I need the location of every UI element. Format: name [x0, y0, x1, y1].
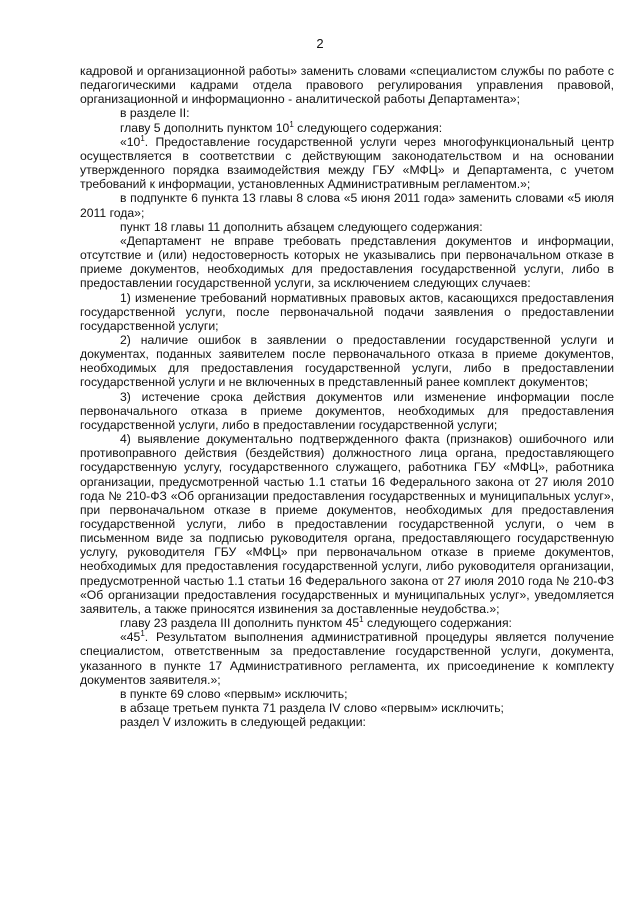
paragraph-staff-replacement: кадровой и организационной работы» заменить словами «специалистом службы по работе с педагогическими кадрами отдела правового регулирования управления правовой, организационной и информационно - аналитической работы Департамента»; — [80, 64, 614, 107]
paragraph-chapter-5: главу 5 дополнить пунктом $10^1$ следующего содержания: — [120, 119, 443, 135]
list-item-4: 4) выявление документально подтвержденного факта (признаков) ошибочного или противоправного действия (бездействия) должностного лица органа, предоставляющего государственную услугу, государственного служащего, работника ГБУ «МФЦ», работника организации, предусмотренной частью 1.1 статьи 16 Федерального закона от 27 июля 2010 года № 210-ФЗ «Об организации предоставления государственных и муниципальных услуг», при первоначальном отказе в приеме документов, необходимых для предоставления государственной услуги, либо в предоставлении государственной услуги, о чем в письменном виде за подписью руководителя органа, предоставляющего государственную услугу, руководителя ГБУ «МФЦ» при первоначальном отказе в приеме документов, необходимых для предоставления государственной услуги, либо руководителя организации, предусмотренной частью 1.1 статьи 16 Федерального закона от 27 июля 2010 года № 210-ФЗ «Об организации предоставления государственных и муниципальных услуг», уведомляется заявитель, а также приносятся извинения за доставленные неудобства.»; — [80, 432, 614, 616]
paragraph-item-10-1: «$10^1$. Предоставление государственной услуги через многофункциональный центр осуществляется в соответствии с действующим законодательством и на основании утвержденного порядка взаимодействия между ГБУ «МФЦ» и Департамента, с учетом требований к информации, установленных Административным регламентом.»; — [80, 133, 614, 192]
paragraph-section-5: раздел V изложить в следующей редакции: — [120, 715, 366, 730]
paragraph-chapter-23: главу 23 раздела III дополнить пунктом $45^1$ следующего содержания: — [120, 615, 512, 631]
paragraph-section-2: в разделе II: — [120, 106, 190, 121]
paragraph-department-requirement: «Департамент не вправе требовать представления документов и информации, отсутствие и (или) недостоверность которых не указывались при первоначальном отказе в приеме документов, необходимых для предоставления государственной услуги, либо в предоставлении государственной услуги, за исключением следующих случаев: — [80, 233, 614, 291]
paragraph-item-69: в пункте 69 слово «первым» исключить; — [120, 686, 348, 701]
list-item-3: 3) истечение срока действия документов или изменение информации после первоначального отказа в приеме документов, необходимых для предоставления государственной услуги, либо в предоставлении государственной услуги; — [80, 389, 614, 432]
page-number: 2 — [316, 36, 324, 51]
paragraph-item-18: пункт 18 главы 11 дополнить абзацем следующего содержания: — [120, 219, 483, 234]
paragraph-item-71: в абзаце третьем пункта 71 раздела IV слово «первым» исключить; — [120, 701, 504, 716]
list-item-2: 2) наличие ошибок в заявлении о предоставлении государственной услуги и документах, поданных заявителем после первоначального отказа в приеме документов, необходимых для предоставления государственной услуги, либо в предоставлении государственной услуги и не включенных в представленный ранее комплект документов; — [80, 332, 614, 390]
document-body — [80, 64, 614, 729]
list-item-1: 1) изменение требований нормативных правовых актов, касающихся предоставления государственной услуги, после первоначальной подачи заявления о предоставлении государственной услуги; — [80, 290, 614, 333]
paragraph-item-45-1: «$45^1$. Результатом выполнения административной процедуры является получение специалистом, ответственным за предоставление государственной услуги, документа, указанного в пункте 17 Административного регламента, их присоединение к комплекту документов заявителя.»; — [80, 629, 614, 687]
paragraph-subitem-6: в подпункте 6 пункта 13 главы 8 слова «5 июня 2011 года» заменить словами «5 июля 2011 года»; — [80, 191, 614, 220]
